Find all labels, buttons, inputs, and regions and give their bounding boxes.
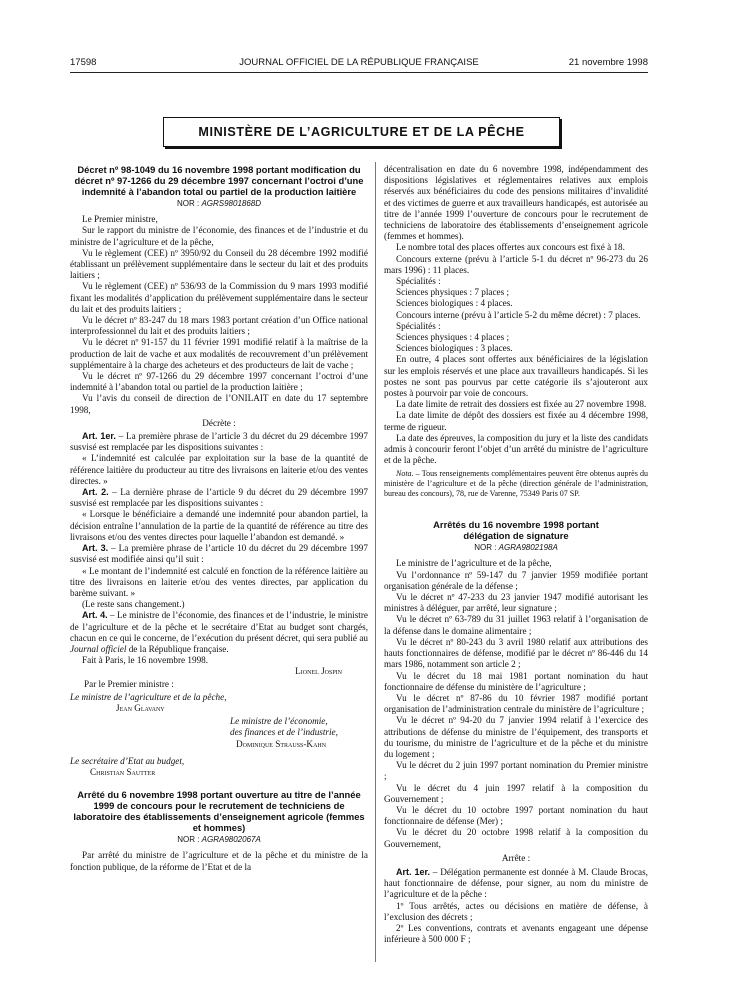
- paragraph: Vu le décret nº 80-243 du 3 avril 1980 relatif aux attributions des hauts fonctionnaires de défense, modifié par le décret nº 86-446 du 14 mars 1986, notamment son article 2 ;: [384, 636, 648, 670]
- issue-date: 21 novembre 1998: [568, 57, 648, 68]
- list-item: Sciences biologiques : 4 places.: [396, 298, 513, 309]
- signature-glavany: Jean Glavany: [116, 702, 165, 713]
- article-1-quote: « L’indemnité est calculée par exploitation sur la base de la quantité de référence laitière du producteur au titre des livraisons en laiterie et/ou des ventes directes. »: [70, 453, 368, 486]
- list-item: 1º Tous arrêtés, actes ou décisions en matière de défense, à l’exclusion des décrets ;: [384, 900, 648, 922]
- paragraph: La date limite de retrait des dossiers est fixée au 27 novembre 1998.: [396, 399, 647, 410]
- article-1: Art. 1er. – La première phrase de l’article 3 du décret du 29 décembre 1997 susvisé est remplacée par les dispositions suivantes :: [70, 431, 368, 453]
- paragraph: Vu le décret nº 94-20 du 7 janvier 1994 relatif à l’exercice des attributions de défense du ministre de l’équipement, des transports et du tourisme, du ministre de l’agriculture et de la pêche et du ministre du logement ;: [384, 715, 648, 759]
- journal-title: JOURNAL OFFICIEL DE LA RÉPUBLIQUE FRANÇAISE: [239, 57, 479, 68]
- article-2: Art. 2. – La dernière phrase de l’article 9 du décret du 29 décembre 1997 susvisé est remplacée par les dispositions suivantes :: [70, 487, 369, 509]
- paragraph: Vu l’ordonnance nº 59-147 du 7 janvier 1959 modifiée portant organisation générale de la défense ;: [384, 569, 648, 591]
- running-header: [70, 57, 648, 69]
- paragraph: La date des épreuves, la composition du jury et la liste des candidats admis à concourir feront l’objet d’un arrêté du ministre de l’agriculture et de la pêche.: [384, 432, 648, 466]
- list-item: Sciences physiques : 7 places ;: [396, 287, 510, 298]
- fait-a-paris: Fait à Paris, le 16 novembre 1998.: [82, 655, 209, 666]
- paragraph: Le Premier ministre,: [82, 214, 158, 225]
- minister-agriculture: Le ministre de l’agriculture et de la pêche,: [70, 691, 227, 702]
- arretes-delegation-nor: NOR : AGRA9802198A: [474, 543, 558, 553]
- list-item: Sciences biologiques : 3 places.: [396, 343, 513, 354]
- paragraph: Concours interne (prévu à l’article 5-2 du même décret) : 7 places.: [396, 309, 641, 320]
- decree-title: Décret nº 98-1049 du 16 novembre 1998 portant modification du décret nº 97-1266 du 29 décembre 1997 concernant l’octroi d’une indemnité à l’abandon total ou partiel de la production laitière: [74, 164, 364, 197]
- specialites-label: Spécialités :: [396, 276, 441, 287]
- specialites-label: Spécialités :: [396, 320, 441, 331]
- paragraph: Par arrêté du ministre de l’agriculture et de la pêche et du ministre de la fonction publique, de la réforme de l’Etat et de la: [70, 850, 368, 872]
- paragraph: Concours externe (prévu à l’article 5-1 du décret nº 96-273 du 26 mars 1996) : 11 places.: [384, 253, 648, 275]
- arrete-label: Arrête :: [501, 852, 531, 863]
- article-2-quote: « Lorsque le bénéficiaire a demandé une indemnité pour abandon partiel, la décision entraîne l’annulation de la partie de la quantité de référence au titre des livraisons et/ou des ventes directes pour laquelle l’abandon est demandé. »: [70, 509, 368, 542]
- header-rule: [70, 72, 648, 73]
- paragraph: Le nombre total des places offertes aux concours est fixé à 18.: [396, 242, 625, 253]
- paragraph: Vu le règlement (CEE) nº 3950/92 du Conseil du 28 décembre 1992 modifié établissant un prélèvement supplémentaire dans le secteur du lait et des produits laitiers ;: [70, 247, 368, 281]
- paragraph: Vu le décret nº 87-86 du 10 février 1987 modifié portant organisation de l’administration centrale du ministère de l’agriculture ;: [384, 692, 648, 715]
- right-column: [384, 164, 648, 945]
- paragraph: Vu le décret nº 83-247 du 18 mars 1983 portant création d’un Office national interprofessionnel du lait et des produits laitiers ;: [70, 315, 368, 337]
- paragraph: Le ministre de l’agriculture et de la pêche,: [396, 558, 552, 569]
- article-1-delegation: Art. 1er. – Délégation permanente est donnée à M. Claude Brocas, haut fonctionnaire de défense, pour signer, au nom du ministre de l’agriculture et de la pêche :: [384, 866, 648, 900]
- paragraph: Vu le décret du 4 juin 1997 relatif à la composition du Gouvernement ;: [384, 782, 648, 804]
- paragraph: Vu le décret du 20 octobre 1998 relatif à la composition du Gouvernement,: [384, 827, 648, 849]
- list-item: 2º Les conventions, contrats et avenants engageant une dépense inférieure à 500 000 F ;: [384, 922, 648, 945]
- paragraph: Sur le rapport du ministre de l’économie, des finances et de l’industrie et du ministre de l’agriculture et de la pêche,: [70, 225, 368, 247]
- signature-strauss-kahn: Dominique Strauss-Kahn: [236, 738, 327, 749]
- arretes-delegation-title: Arrêtés du 16 novembre 1998 portant délégation de signature: [433, 519, 599, 542]
- paragraph: La date limite de dépôt des dossiers est fixée au 4 décembre 1998, terme de rigueur.: [384, 410, 648, 432]
- paragraph: Vu le décret du 2 juin 1997 portant nomination du Premier ministre ;: [384, 760, 648, 782]
- paragraph: Vu le décret nº 91-157 du 11 février 1991 modifié relatif à la maîtrise de la production de lait de vache et aux modalités de recouvrement d’un prélèvement supplémentaire à la charge des acheteurs et des producteurs de lait de vache ;: [70, 337, 368, 370]
- minister-economy: Le ministre de l’économie,: [230, 716, 328, 727]
- decrete-label: Décrète :: [202, 417, 236, 428]
- article-3: Art. 3. – La première phrase de l’article 10 du décret du 29 décembre 1997 susvisé est modifiée ainsi qu’il suit :: [70, 543, 368, 565]
- paragraph: Vu le règlement (CEE) nº 536/93 de la Commission du 9 mars 1993 modifié fixant les modalités d’application du prélèvement supplémentaire dans le secteur du lait et des produits laitiers ;: [70, 281, 368, 314]
- paragraph-continued: décentralisation en date du 6 novembre 1998, indépendamment des dispositions législatives et réglementaires relatives aux emplois réservés aux bénéficiaires du code des pensions militaires d’invalidité et des victimes de guerre et aux travailleurs handicapés, est autorisée au titre de l’année 1999 l’ouverture de concours pour le recrutement de techniciens de laboratoire des établissements d’enseignement agricole (femmes et hommes).: [384, 164, 648, 242]
- ministry-banner: [163, 117, 560, 147]
- arrete-concours-nor: NOR : AGRA9802067A: [177, 835, 261, 845]
- decree-nor: NOR : AGRS9801868D: [176, 199, 262, 208]
- minister-economy-2: des finances et de l’industrie,: [230, 727, 338, 738]
- signature-jospin: Lionel Jospin: [295, 666, 342, 677]
- left-column: [70, 164, 368, 872]
- column-separator: [375, 162, 376, 962]
- par-le-premier-ministre: Par le Premier ministre :: [84, 678, 174, 689]
- paragraph: Vu l’avis du conseil de direction de l’ONILAIT en date du 17 septembre 1998,: [70, 393, 368, 415]
- ministry-title: MINISTÈRE DE L’AGRICULTURE ET DE LA PÊCHE: [198, 125, 525, 139]
- signature-sautter: Christian Sautter: [90, 766, 156, 777]
- article-4: Art. 4. – Le ministre de l’économie, des finances et de l’industrie, le ministre de l’agriculture et de la pêche et le secrétaire d’Etat au budget sont chargés, chacun en ce qui le concerne, de l’exécution du présent décret, qui sera publié au Journal officiel de la République française.: [70, 610, 368, 654]
- paragraph: Vu le décret du 18 mai 1981 portant nomination du haut fonctionnaire de défense du ministère de l’agriculture ;: [384, 670, 648, 692]
- article-3-rest: (Le reste sans changement.): [82, 599, 185, 610]
- list-item: Sciences physiques : 4 places ;: [396, 332, 510, 343]
- paragraph: Vu le décret du 10 octobre 1997 portant nomination du haut fonctionnaire de défense (Mer) ;: [384, 804, 648, 827]
- arrete-concours-title: Arrêté du 6 novembre 1998 portant ouverture au titre de l’année 1999 de concours pour le recrutement de techniciens de laboratoire des établissements d’enseignement agricole (femmes et hommes): [73, 789, 365, 834]
- secretary-budget: Le secrétaire d’Etat au budget,: [70, 755, 185, 766]
- paragraph: En outre, 4 places sont offertes aux bénéficiaires de la législation sur les emplois réservés et une place aux travailleurs handicapés. Si les postes ne sont pas pourvus par cette catégorie ils s’ajouteront aux postes à pourvoir par voie de concours.: [384, 354, 648, 399]
- nota: Nota. – Tous renseignements complémentaires peuvent être obtenus auprès du ministère de l’agriculture et de la pêche (direction générale de l’administration, bureau des concours), 78, rue de Varenne, 75349 Paris 07 SP.: [384, 469, 648, 498]
- page-number: 17598: [70, 57, 97, 68]
- paragraph: Vu le décret nº 63-789 du 31 juillet 1963 relatif à l’organisation de la défense dans le domaine alimentaire ;: [384, 614, 648, 636]
- paragraph: Vu le décret nº 97-1266 du 29 décembre 1997 concernant l’octroi d’une indemnité à l’abandon total ou partiel de la production laitière ;: [70, 371, 368, 393]
- paragraph: Vu le décret nº 47-233 du 23 janvier 1947 modifié autorisant les ministres à déléguer, par arrêté, leur signature ;: [384, 592, 648, 614]
- article-3-quote: « Le montant de l’indemnité est calculé en fonction de la référence laitière au titre des livraisons en laiterie et/ou des ventes directes, par application du barème suivant. »: [70, 565, 368, 598]
